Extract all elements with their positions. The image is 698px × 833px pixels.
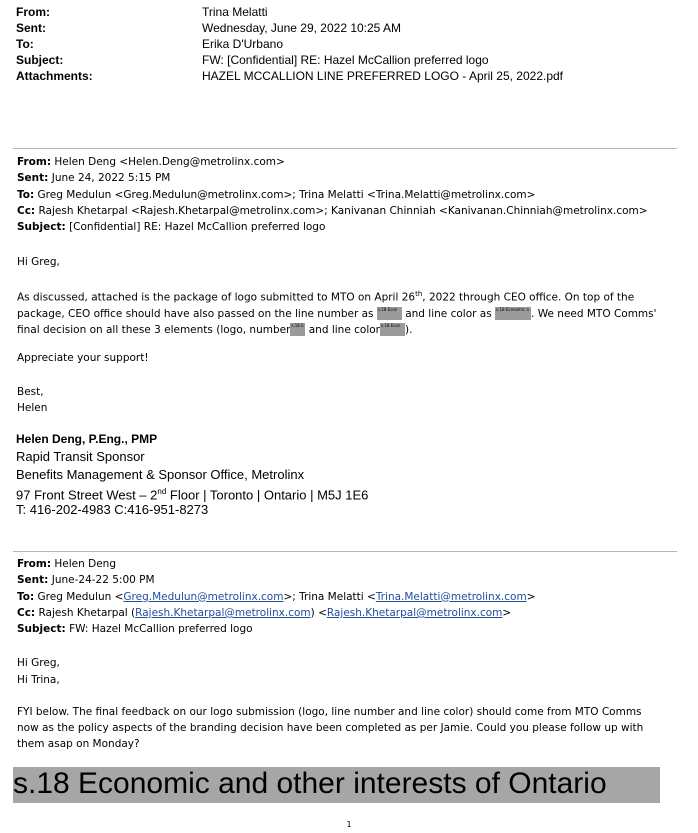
redaction-box <box>380 323 405 336</box>
redaction-tag: s.18 Economic a <box>496 306 529 312</box>
email2-to-text: >; Trina Melatti < <box>283 590 376 603</box>
email1-sent-label: Sent: <box>17 172 49 185</box>
email2-body <box>17 704 643 753</box>
superscript: nd <box>157 487 167 497</box>
redaction-box <box>377 307 402 320</box>
email2-subject: FW: Hazel McCallion preferred logo <box>69 623 253 636</box>
signature-name: Helen Deng, P.Eng., PMP <box>16 432 158 446</box>
email1-from-label: From: <box>17 156 52 168</box>
email1-to: Greg Medulun <Greg.Medulun@metrolinx.com>; Trina Melatti <Trina.Melatti@metrolinx.com> <box>37 188 536 201</box>
email2-sent: June-24-22 5:00 PM <box>51 574 155 587</box>
signature-title: Rapid Transit Sponsor <box>16 449 145 465</box>
body-text: and line color <box>308 323 380 336</box>
email2-from-label: From: <box>17 558 52 570</box>
email1-subject-label: Subject: <box>17 221 66 234</box>
email2-cc-text: > <box>502 606 512 619</box>
superscript: th <box>415 290 423 298</box>
email1-to-label: To: <box>17 188 35 201</box>
body-text: As discussed, attached is the package of logo submitted to MTO on April 26 <box>17 291 416 304</box>
email1-greeting: Hi Greg, <box>17 256 60 268</box>
email-link-rajesh[interactable]: Rajesh.Khetarpal@metrolinx.com <box>326 606 503 619</box>
redaction-tag: s.18 E <box>291 322 304 328</box>
email2-to-text: > <box>526 590 536 603</box>
email1-cc-label: Cc: <box>17 204 36 217</box>
email1-body <box>17 286 657 338</box>
sent-value: Wednesday, June 29, 2022 10:25 AM <box>202 21 402 35</box>
attachment-link[interactable]: HAZEL MCCALLION LINE PREFERRED LOGO - April 25, 2022.pdf <box>202 69 564 83</box>
email1-closing-name: Helen <box>17 402 48 414</box>
body-text: them asap on Monday? <box>17 738 140 751</box>
address-text: 97 Front Street West – 2 <box>16 487 158 503</box>
body-text: package, CEO office should have also passed on the line number as <box>17 307 374 320</box>
email1-appreciate: Appreciate your support! <box>17 352 149 364</box>
email2-to-text: Greg Medulun < <box>37 590 124 603</box>
email2-cc-text: Rajesh Khetarpal ( <box>38 606 136 619</box>
signature-address <box>16 483 369 503</box>
email2-meta <box>17 556 536 637</box>
email-header <box>16 4 563 84</box>
to-value: Erika D'Urbano <box>202 37 283 51</box>
signature <box>16 431 368 518</box>
redaction-banner-text: s.18 Economic and other interests of Ontario <box>13 767 607 800</box>
email1-meta <box>17 154 648 235</box>
signature-office: Benefits Management & Sponsor Office, Metrolinx <box>16 466 305 482</box>
subject-value: FW: [Confidential] RE: Hazel McCallion preferred logo <box>202 53 489 67</box>
email1-from: Helen Deng <Helen.Deng@metrolinx.com> <box>54 156 285 168</box>
email2-subject-label: Subject: <box>17 623 66 636</box>
email1-closing: Best, <box>17 386 44 398</box>
sent-label: Sent: <box>16 21 46 35</box>
email1-sent: June 24, 2022 5:15 PM <box>51 172 171 185</box>
redaction-box <box>290 323 305 336</box>
email-link-greg[interactable]: Greg.Medulun@metrolinx.com <box>123 590 284 603</box>
subject-label: Subject: <box>16 53 64 67</box>
email2-from: Helen Deng <box>54 558 116 570</box>
redaction-tag: s.18 Econ <box>377 306 398 312</box>
email2-cc-label: Cc: <box>17 606 36 619</box>
body-text: , 2022 through CEO office. On top of the <box>422 291 635 304</box>
email2-greeting2: Hi Trina, <box>17 674 60 686</box>
email1-cc: Rajesh Khetarpal <Rajesh.Khetarpal@metrolinx.com>; Kanivanan Chinniah <Kanivanan.Chinniah@metrolinx.com> <box>38 204 648 217</box>
attachments-label: Attachments: <box>16 69 93 83</box>
from-label: From: <box>16 5 50 19</box>
from-value: Trina Melatti <box>202 5 268 19</box>
signature-phones: T: 416-202-4983 C:416-951-8273 <box>16 501 209 517</box>
address-text: Floor | Toronto | Ontario | M5J 1E6 <box>166 487 369 503</box>
divider <box>13 551 677 552</box>
body-text: and line color as <box>405 307 492 320</box>
body-text: final decision on all these 3 elements (logo, number <box>17 323 291 336</box>
email-link-rajesh[interactable]: Rajesh.Khetarpal@metrolinx.com <box>135 606 311 619</box>
to-label: To: <box>16 37 34 51</box>
redaction-tag: s.18 Econ <box>380 322 401 328</box>
email2-sent-label: Sent: <box>17 574 49 587</box>
divider <box>13 148 677 149</box>
page-number: 1 <box>346 820 352 829</box>
redaction-box <box>495 307 531 320</box>
body-text: now as the policy aspects of the branding decision have been completed as per Jamie. Could you please follow up with <box>17 722 644 735</box>
email2-greeting1: Hi Greg, <box>17 657 60 669</box>
body-text: . We need MTO Comms' <box>531 307 657 320</box>
email1-subject: [Confidential] RE: Hazel McCallion preferred logo <box>69 221 326 234</box>
email2-to-label: To: <box>17 590 35 603</box>
email-link-trina[interactable]: Trina.Melatti@metrolinx.com <box>375 590 527 603</box>
email2-cc-text: ) < <box>310 606 327 619</box>
body-text: FYI below. The final feedback on our logo submission (logo, line number and line color) should come from MTO Comms <box>17 706 642 718</box>
redaction-banner <box>13 767 660 803</box>
body-text: ). <box>404 323 413 336</box>
